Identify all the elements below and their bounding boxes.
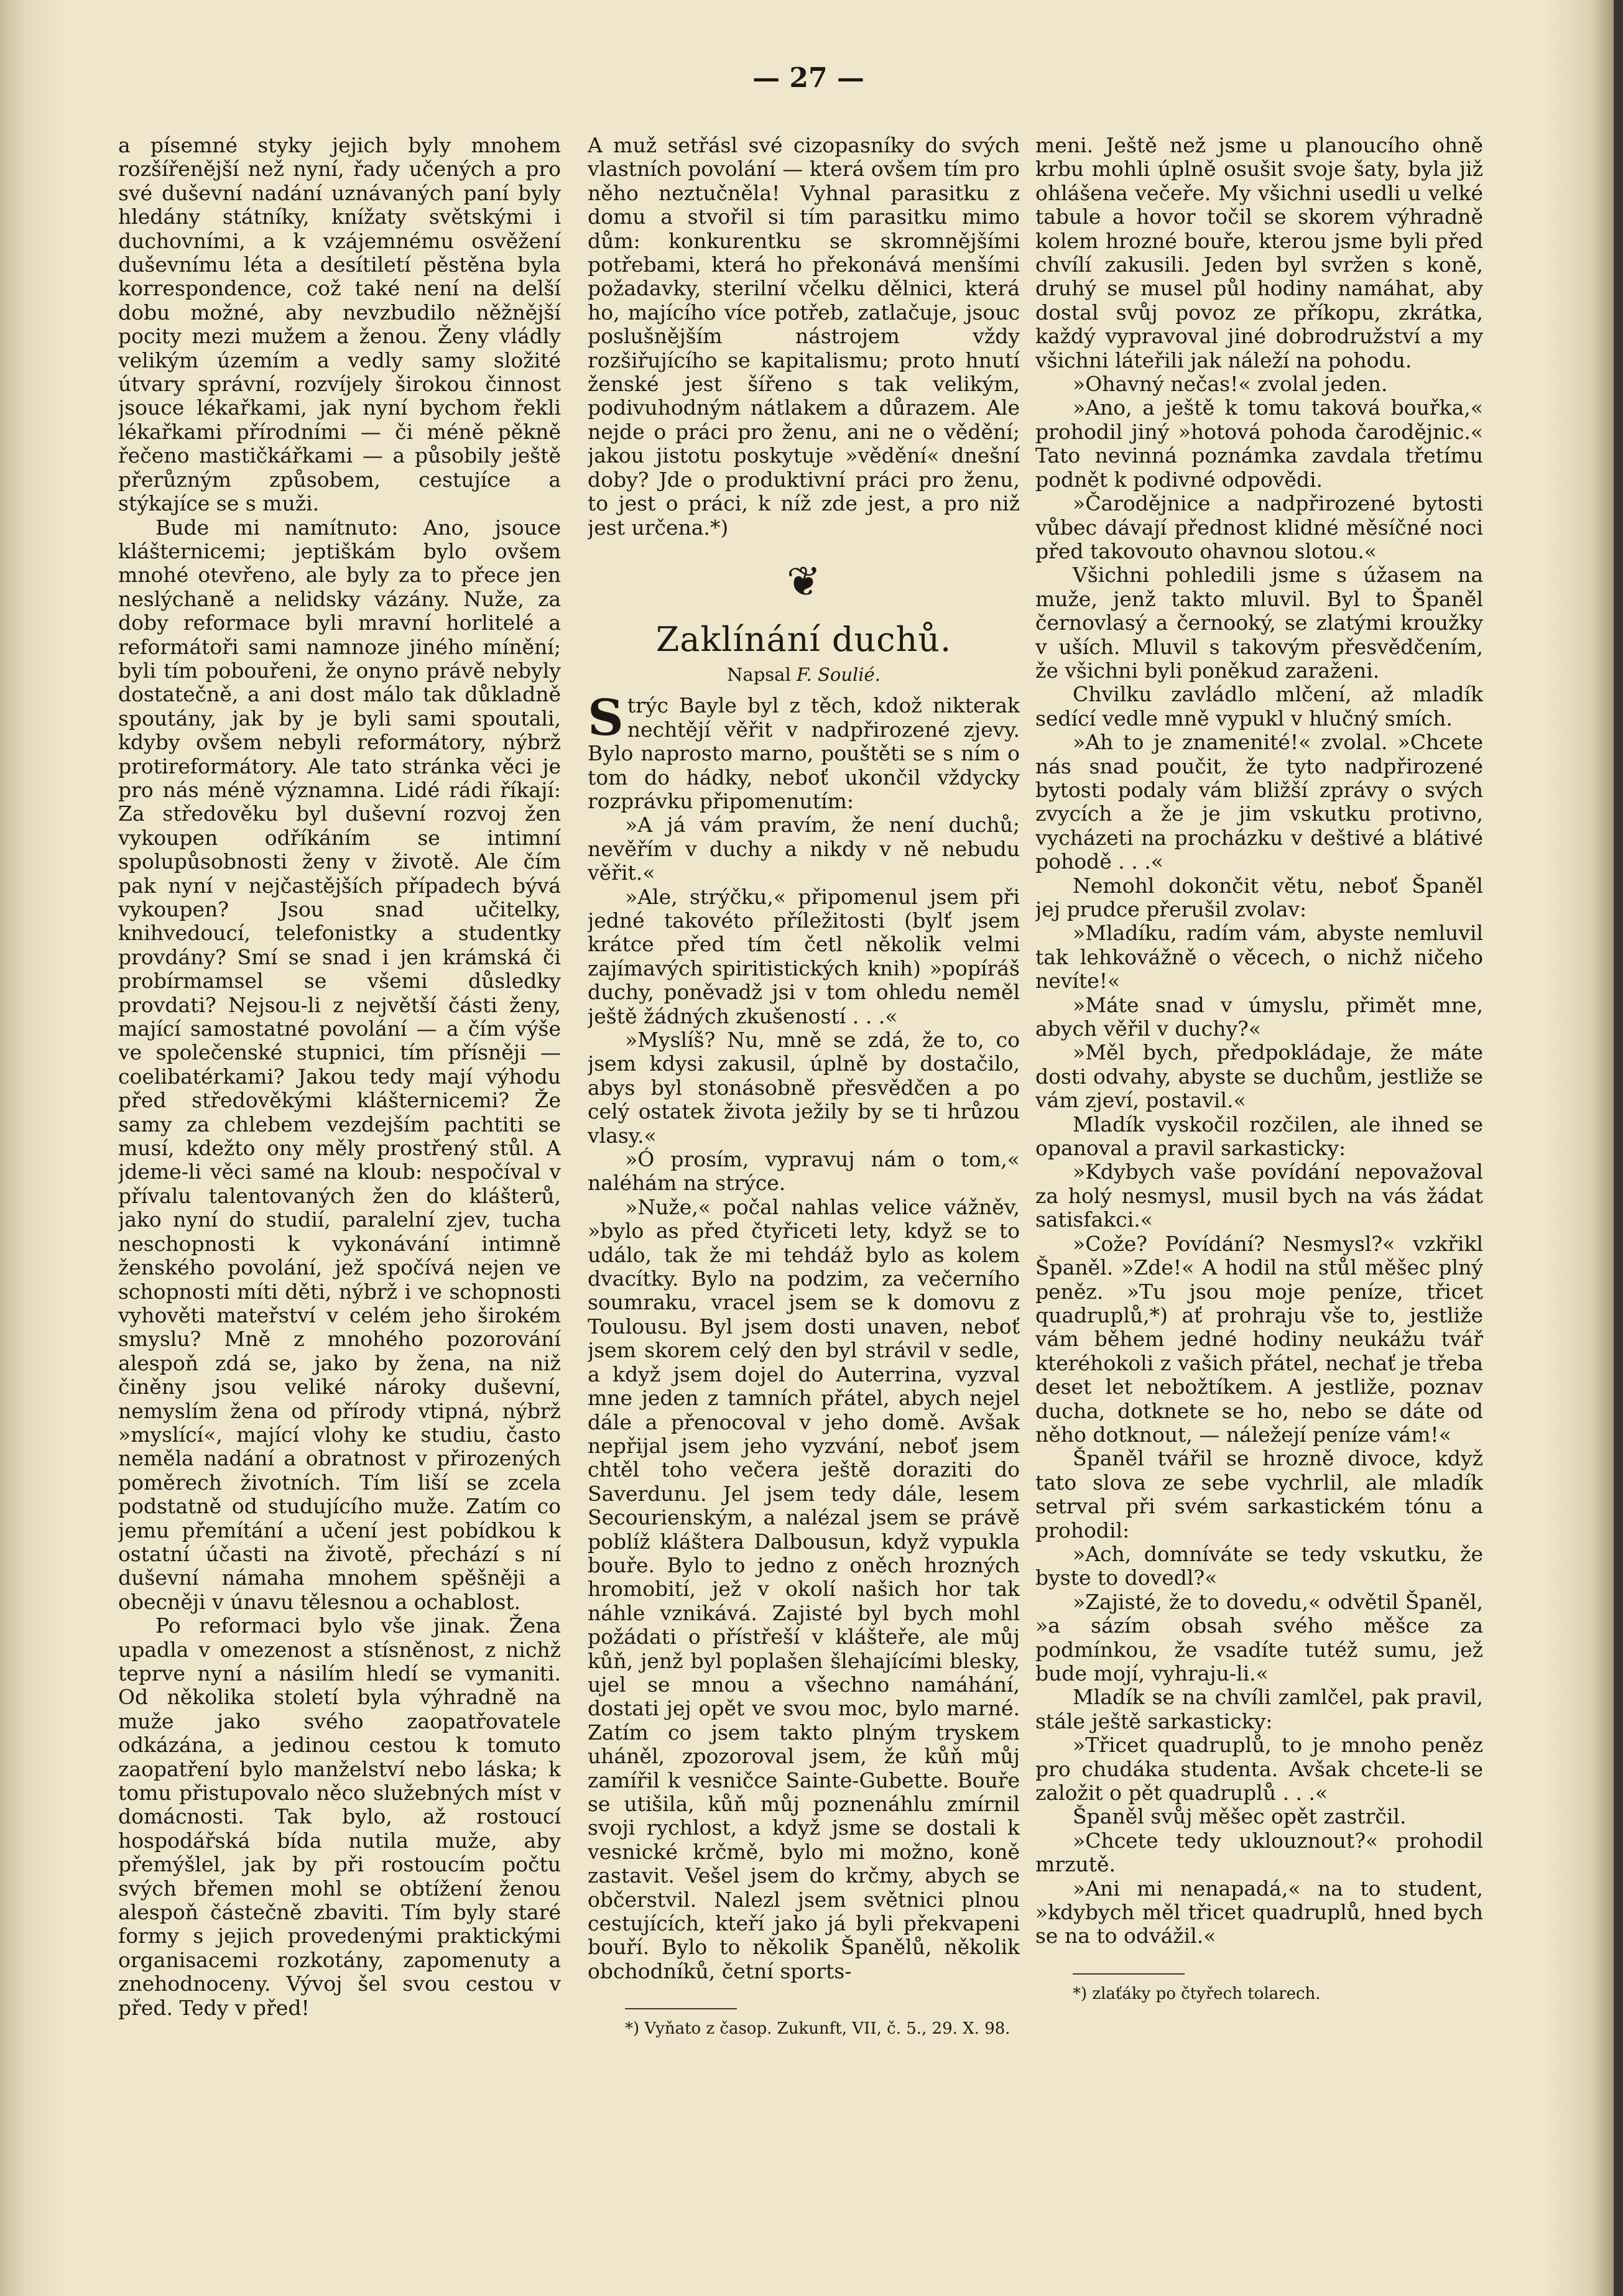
paragraph: »Kdybych vaše povídání nepovažoval za holý nesmysl, musil bych na vás žádat satisfakci.« <box>1035 1160 1483 1232</box>
paragraph: »Nuže,« počal nahlas velice vážněv, »bylo as před čtyřiceti lety, když se to událo, tak že mi tehdáž bylo as kolem dvacítky. Bylo na podzim, za večerního soumraku, vracel jsem se k domovu z Toulousu. Byl jsem dosti unaven, neboť jsem skorem celý den byl strávil v sedle, a když jsem dojel do Auterrina, vyzval mne jeden z tamních přátel, abych nejel dále a přenocoval v jeho domě. Avšak nepřijal jsem jeho vyzvání, neboť jsem chtěl toho večera ještě doraziti do Saverdunu. Jel jsem tedy dále, lesem Secourienským, a nalézal jsem se právě poblíž kláštera Dalbousun, když vypukla bouře. Bylo to jedno z oněch hrozných hromobití, jež v okolí našich hor tak náhle vznikává. Zajisté byl bych mohl požádati o přístřeší v klášteře, ale můj kůň, jenž byl poplašen šlehajícími blesky, ujel se mnou a všechno namáhání, dostati jej opět ve svou moc, bylo marné. Zatím co jsem takto plným tryskem uháněl, zpozoroval jsem, že kůň můj zamířil k vesničce Sainte-Gubette. Bouře se utišila, kůň můj poznenáhlu zmírnil svoji rychlost, a když jsme se dostali k vesnické krčmě, bylo mi možno, koně zastavit. Vešel jsem do krčmy, abych se občerstvil. Nalezl jsem světnici plnou cestujících, kteří jako já byli překvapeni bouří. Bylo to několik Španělů, několik obchodníků, četní sports- <box>588 1194 1020 1983</box>
paragraph: »Ach, domníváte se tedy vskutku, že byste to dovedl?« <box>1035 1541 1483 1590</box>
paragraph: a písemné styky jejich byly mnohem rozšířenější než nyní, řady učených a pro své duševní nadání uznávaných paní byly hledány státníky, knížaty světskými i duchovními, a k vzájemnému osvěžení duševnímu léta a desítiletí pěstěna byla korrespondence, což také není na delší dobu možné, aby nevzbudilo něžnější pocity mezi mužem a ženou. Ženy vládly velikým územím a vedly samy složité útvary správní, rozvíjely širokou činnost jsouce lékařkami, jak nyní bychom řekli lékařkami přírodními — či méně pěkně řečeno mastičkářkami — a působily ještě přerůzným způsobem, cestujíce a stýkajíce se s muži. <box>118 134 561 516</box>
text-column-2 <box>588 134 1020 2148</box>
paragraph: Bude mi namítnuto: Ano, jsouce klášternicemi; jeptiškám bylo ovšem mnohé otevřeno, ale byly za to přece jen neslýchaně a nelidsky vázány. Nuže, za doby reformace byli mravní horlitelé a reformátoři sami namnoze jiného mínění; byli tím pobouřeni, že onyno právě nebyly dostatečně, a ani dost málo tak důkladně spoutány, jak by je byli sami spoutali, kdyby ovšem nebyli reformátory, nýbrž protireformátory. Ale tato stránka věci je pro nás méně významna. Lidé rádi říkají: Za středověku byl duševní rozvoj žen vykoupen odříkáním se intimní spolupůsobnosti ženy v životě. Ale čím pak nyní v nejčastějších případech bývá vykoupen? Jsou snad učitelky, knihvedoucí, telefonistky a studentky provdány? Smí se snad i jen krámská či probírmamsel se všemi důsledky provdati? Nejsou-li z největší části ženy, mající samostatné povolání — a čím výše ve společenské stupnici, tím přísněji — coelibatérkami? Jakou tedy mají výhodu před středověkými klášternicemi? Že samy za chlebem vezdejším pachtiti se musí, kdežto ony měly prostřený stůl. A jdeme-li věci samé na kloub: nespočíval v přívalu talentovaných žen do klášterů, jako nyní do studií, paralelní zjev, tucha neschopnosti k vykonávání intimně ženského povolání, jež spočívá nejen ve schopnosti míti děti, nýbrž i ve schopnosti vyhověti mateřství v celém jeho širokém smyslu? Mně z mnohého pozorování alespoň zdá se, jako by žena, na niž činěny jsou veliké nároky duševní, nemyslím žena od přírody vtipná, nýbrž »myslící«, mající vlohy ke studiu, často neměla nadání a obratnost v přirozených poměrech životních. Tím liší se zcela podstatně od studujícího muže. Zatím co jemu přemítání a učení jest pobídkou k ostatní účasti na životě, přechází s ní duševní námaha mnohem spěšněji a obecněji v únavu tělesnou a ochablost. <box>118 515 561 1614</box>
paragraph: Mladík vyskočil rozčilen, ale ihned se opanoval a pravil sarkasticky: <box>1035 1112 1483 1161</box>
page-number: — 27 — <box>752 62 864 94</box>
paragraph: »Chcete tedy uklouznout?« prohodil mrzutě. <box>1035 1828 1483 1877</box>
paragraph: A muž setřásl své cizopasníky do svých vlastních povolání — která ovšem tím pro něho neztučněla! Vyhnal parasitku z domu a stvořil si tím parasitku mimo dům: konkurentku se skromnějšími potřebami, která ho překonává menšími požadavky, sterilní včelku dělnici, která ho, majícího více potřeb, zatlačuje, jsouc poslušnějším nástrojem vždy rozšiřujícího se kapitalismu; proto hnutí ženské jest šířeno s tak velikým, podivuhodným nátlakem a důrazem. Ale nejde o práci pro ženu, ani ne o vědění; jakou jistotu poskytuje »vědění« dnešní doby? Jde o produktivní práci pro ženu, to jest o práci, k níž zde jest, a pro niž jest určena.*) <box>588 134 1020 540</box>
paragraph: Všichni pohledili jsme s úžasem na muže, jenž takto mluvil. Byl to Španěl černovlasý a černooký, se zlatými kroužky v uších. Mluvil s takovým přesvědčením, že všichni byli poněkud zaraženi. <box>1035 563 1483 683</box>
paragraph: meni. Ještě než jsme u planoucího ohně krbu mohli úplně osušit svoje šaty, byla již ohlášena večeře. My všichni usedli u velké tabule a hovor točil se skorem výhradně kolem hrozné bouře, kterou jsme byli před chvílí zakusili. Jeden byl svržen s koně, druhý se musel půl hodiny namáhat, aby dostal svůj povoz ze příkopu, zkrátka, každý vypravoval jiné dobrodružství a my všichni láteřili jak náleží na pohodu. <box>1035 134 1483 372</box>
paragraph-text: trýc Bayle byl z těch, kdož nikterak nechtějí věřit v nadpřirozené zjevy. Bylo naprosto marno, pouštěti se s ním o tom do hádky, neboť ukončil vždycky rozprávku připomenutím: <box>588 693 1020 813</box>
paragraph <box>588 688 1020 813</box>
paragraph: Nemohl dokončit větu, neboť Španěl jej prudce přerušil zvolav: <box>1035 873 1483 921</box>
paragraph: Španěl svůj měšec opět zastrčil. <box>1073 1804 1407 1829</box>
paragraph: »Třicet quadruplů, to je mnoho peněz pro chudáka studenta. Avšak chcete-li se založit o pět quadruplů . . .« <box>1035 1733 1483 1805</box>
paragraph: »Mladíku, radím vám, abyste nemluvil tak lehkovážně o věcech, o nichž ničeho nevíte!« <box>1035 921 1483 994</box>
paragraph: Chvilku zavládlo mlčení, až mladík sedící vedle mně vypukl v hlučný smích. <box>1035 682 1483 731</box>
paragraph: »Čarodějnice a nadpřirozené bytosti vůbec dávají přednost klidné měsíčné noci před takovouto ohavnou slotou.« <box>1035 491 1483 563</box>
byline-author: F. Soulié. <box>796 663 881 685</box>
paragraph: »Ó prosím, vypravuj nám o tom,« naléhám na strýce. <box>588 1147 1020 1196</box>
text-column-1 <box>118 134 561 2148</box>
footnote: *) zlaťáky po čtyřech tolarech. <box>1073 1984 1321 2003</box>
paragraph: Španěl tvářil se hrozně divoce, když tato slova ze sebe vychrlil, ale mladík setrval při svém sarkastickém tónu a prohodil: <box>1035 1446 1483 1542</box>
paragraph: »Zajisté, že to dovedu,« odvětil Španěl, »a sázím obsah svého měšce za podmínkou, že vsadíte tutéž sumu, jež bude mojí, vyhraju-li.« <box>1035 1589 1483 1685</box>
paragraph: »Cože? Povídání? Nesmysl?« vzkřikl Španěl. »Zde!« A hodil na stůl měšec plný peněz. »Tu jsou moje peníze, třicet quadruplů,*) ať prohraju vše to, jestliže vám během jedné hodiny neukážu tvář kteréhokoli z vašich přátel, nechať je třeba deset let nebožtíkem. A jestliže, poznav ducha, dotknete se ho, nebo se dáte od něho dotknout, — náležejí peníze vám!« <box>1035 1231 1483 1447</box>
byline <box>588 663 1020 686</box>
paragraph: »Ani mi nenapadá,« na to student, »kdybych měl třicet quadruplů, hned bych se na to odvážil.« <box>1035 1876 1483 1948</box>
footnote-rule <box>1073 1973 1185 1975</box>
paragraph: Po reformaci bylo vše jinak. Žena upadla v omezenost a stísněnost, z nichž teprve nyní a násilím hledí se vymaniti. Od několika století byla výhradně na muže jako svého zaopatřovatele odkázána, a jedinou cestou k tomuto zaopatření bylo manželství nebo láska; k tomu přistupovalo něco služebných míst v domácnosti. Tak bylo, až rostoucí hospodářská bída nutila muže, aby přemýšlel, jak by při rostoucím počtu svých břemen mohl se obtížení ženou alespoň částečně zbaviti. Tím byly staré formy s jejich provedenými praktickými organisacemi rozkotány, zapomenuty a znehodnoceny. Vývoj šel svou cestou v před. Tedy v před! <box>118 1613 561 2020</box>
footnote-rule <box>625 2008 737 2009</box>
paragraph: »Ale, strýčku,« připomenul jsem při jedné takovéto příležitosti (bylť jsem krátce před tím četl několik velmi zajímavých spiritistických knih) »popíráš duchy, poněvadž jsi v tom ohledu neměl ještě žádných zkušeností . . .« <box>588 884 1020 1028</box>
text-column-3 <box>1035 134 1483 2148</box>
paragraph: »Ohavný nečas!« zvolal jeden. <box>1073 372 1388 397</box>
byline-prefix: Napsal <box>727 663 791 685</box>
paragraph: »Máte snad v úmyslu, přimět mne, abych věřil v duchy?« <box>1035 992 1483 1041</box>
paragraph: »Ah to je znamenité!« zvolal. »Chcete nás snad poučit, že tyto nadpřirozené bytosti podaly vám bližší zprávy o svých zvycích a že je jim vskutku protivno, vycházeti na procházku v deštivé a blátivé pohodě . . .« <box>1035 730 1483 874</box>
ornament-icon: ❦ <box>786 557 821 606</box>
paragraph: »Ano, a ještě k tomu taková bouřka,« prohodil jiný »hotová pohoda čarodějnic.« Tato nevinná poznámka zavdala třetímu podnět k podivné odpovědi. <box>1035 395 1483 492</box>
paragraph: »A já vám pravím, že není duchů; nevěřím v duchy a nikdy v ně nebudu věřit.« <box>588 813 1020 885</box>
drop-cap: S <box>588 688 624 747</box>
paragraph: Mladík se na chvíli zamlčel, pak pravil, stále ještě sarkasticky: <box>1035 1685 1483 1733</box>
story-title: Zaklínání duchů. <box>655 619 952 659</box>
paragraph: »Měl bych, předpokládaje, že máte dosti odvahy, abyste se duchům, jestliže se vám zjeví, postavil.« <box>1035 1040 1483 1113</box>
footnote: *) Vyňato z časop. Zukunft, VII, č. 5., 29. X. 98. <box>625 2019 1010 2039</box>
paragraph: »Myslíš? Nu, mně se zdá, že to, co jsem kdysi zakusil, úplně by dostačilo, abys byl stonásobně přesvědčen a po celý ostatek života ježily by se ti hrůzou vlasy.« <box>588 1028 1020 1148</box>
